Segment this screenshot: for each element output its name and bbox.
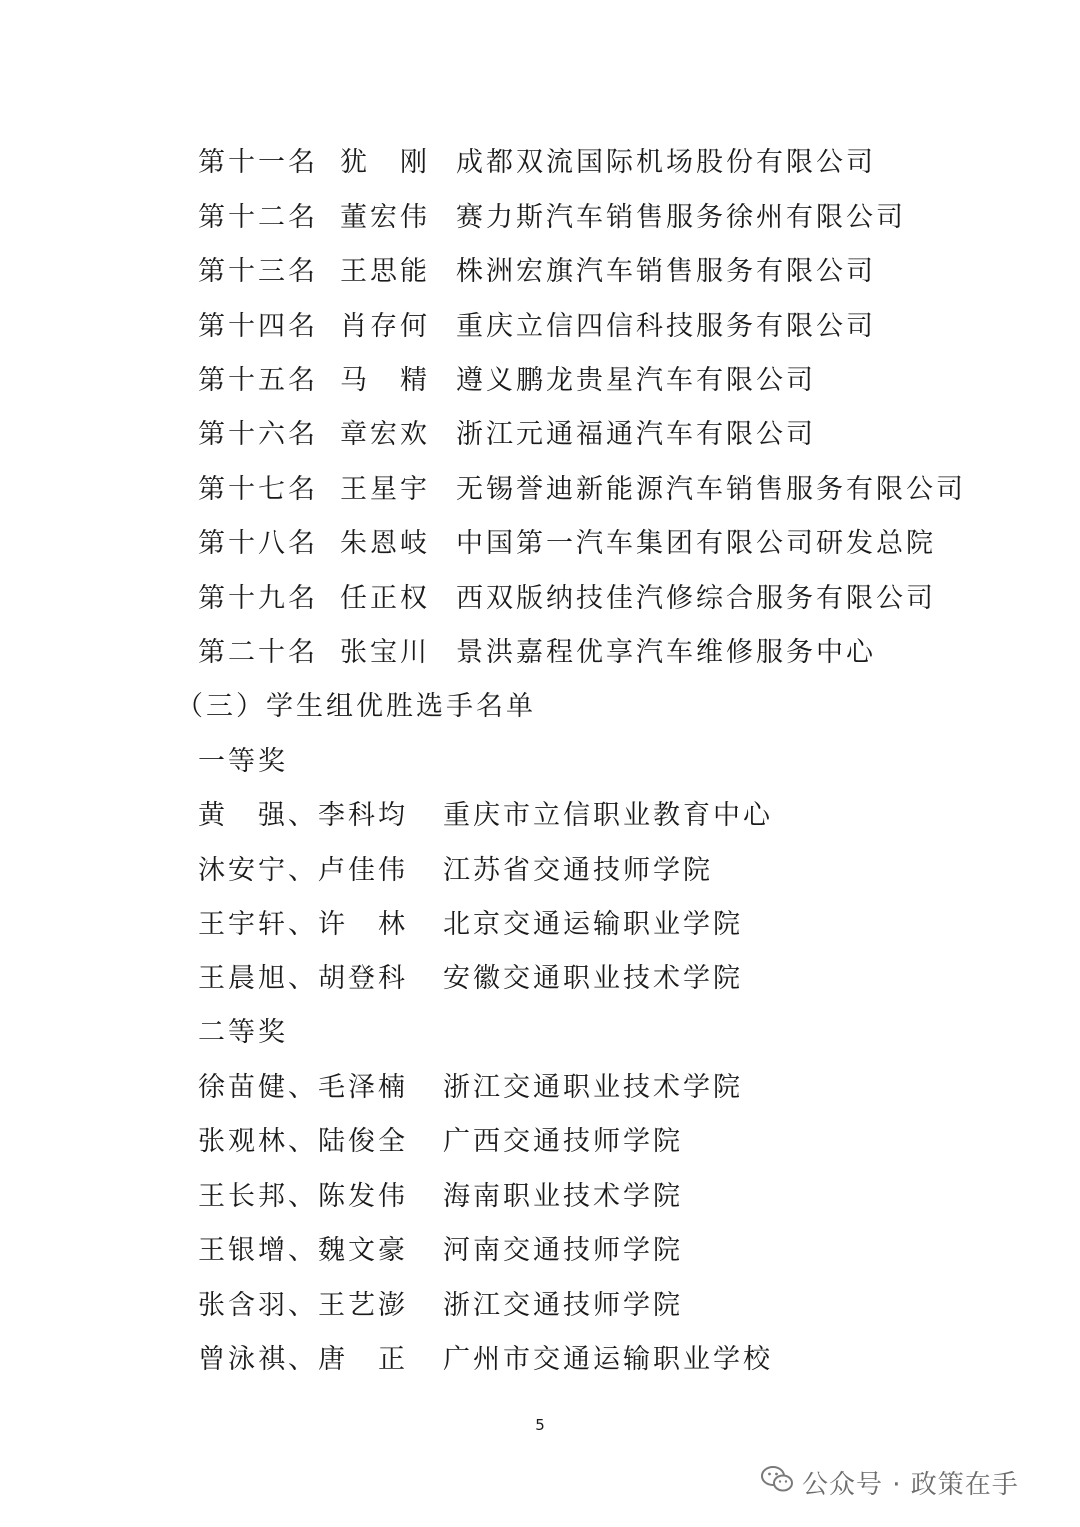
school-name: 浙江交通职业技术学院 [443,1072,743,1103]
contestant-name: 董宏伟 [340,202,430,233]
team-names: 徐苗健、毛泽楠 [198,1072,408,1103]
school-name: 海南职业技术学院 [443,1181,683,1212]
school-name: 北京交通运输职业学院 [443,909,743,940]
contestant-name: 肖存何 [340,311,430,342]
team-names: 张含羽、王艺澎 [198,1290,408,1321]
school-name: 重庆市立信职业教育中心 [443,800,773,831]
team-names: 曾泳祺、唐 正 [198,1344,408,1375]
rank-label: 第十三名 [198,256,318,287]
rank-label: 第十四名 [198,311,318,342]
organization: 西双版纳技佳汽修综合服务有限公司 [456,583,936,614]
school-name: 江苏省交通技师学院 [443,855,713,886]
contestant-name: 马 精 [340,365,430,396]
school-name: 浙江交通技师学院 [443,1290,683,1321]
wechat-icon [760,1464,802,1501]
rank-label: 第十七名 [198,474,318,505]
second-prize-label: 二等奖 [198,1017,288,1048]
organization: 遵义鹏龙贵星汽车有限公司 [456,365,816,396]
rank-label: 第二十名 [198,637,318,668]
rank-label: 第十九名 [198,583,318,614]
watermark [760,1462,1019,1502]
first-prize-label: 一等奖 [198,746,288,777]
organization: 重庆立信四信科技服务有限公司 [456,311,876,342]
team-names: 王银增、魏文豪 [198,1235,408,1266]
contestant-name: 王思能 [340,256,430,287]
section-heading: （三）学生组优胜选手名单 [176,691,536,722]
organization: 无锡誉迪新能源汽车销售服务有限公司 [456,474,966,505]
organization: 赛力斯汽车销售服务徐州有限公司 [456,202,906,233]
school-name: 安徽交通职业技术学院 [443,963,743,994]
school-name: 河南交通技师学院 [443,1235,683,1266]
rank-label: 第十六名 [198,419,318,450]
team-names: 王晨旭、胡登科 [198,963,408,994]
contestant-name: 犹 刚 [340,147,430,178]
team-names: 王宇轩、许 林 [198,909,408,940]
team-names: 张观林、陆俊全 [198,1126,408,1157]
rank-label: 第十五名 [198,365,318,396]
contestant-name: 王星宇 [340,474,430,505]
contestant-name: 张宝川 [340,637,430,668]
rank-label: 第十二名 [198,202,318,233]
organization: 中国第一汽车集团有限公司研发总院 [456,528,936,559]
organization: 成都双流国际机场股份有限公司 [456,147,876,178]
team-names: 沐安宁、卢佳伟 [198,855,408,886]
organization: 株洲宏旗汽车销售服务有限公司 [456,256,876,287]
organization: 景洪嘉程优享汽车维修服务中心 [456,637,876,668]
page-number: 5 [535,1416,545,1434]
team-names: 黄 强、李科均 [198,800,408,831]
contestant-name: 朱恩岐 [340,528,430,559]
organization: 浙江元通福通汽车有限公司 [456,419,816,450]
watermark-text: 公众号 · 政策在手 [802,1469,1019,1500]
rank-label: 第十一名 [198,147,318,178]
school-name: 广西交通技师学院 [443,1126,683,1157]
school-name: 广州市交通运输职业学校 [443,1344,773,1375]
rank-label: 第十八名 [198,528,318,559]
contestant-name: 章宏欢 [340,419,430,450]
team-names: 王长邦、陈发伟 [198,1181,408,1212]
contestant-name: 任正权 [340,583,430,614]
